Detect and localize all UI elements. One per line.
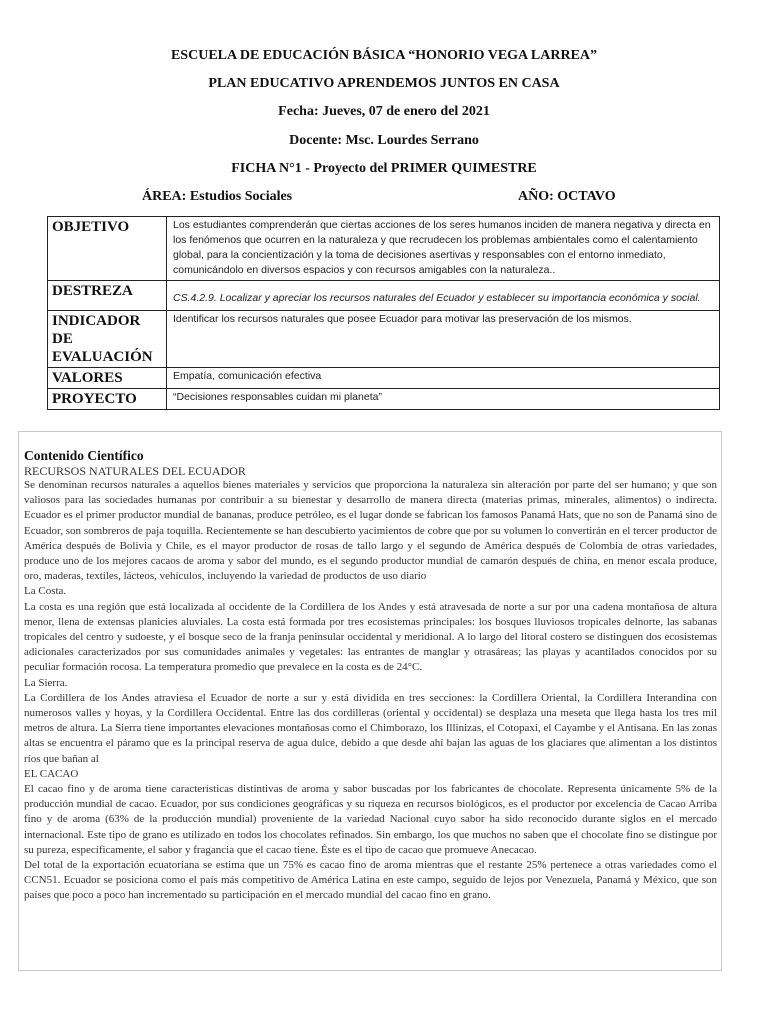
paragraph-cacao: El cacao fino y de aroma tiene características distintivas de aroma y sabor buscadas por los fabricantes de chocolate. Representa únicamente 5% de la producción mundial de cacao. Ecuador, por sus condiciones geográficas y su riqueza en recursos biológicos, es el productor por excelencia de Cacao Arriba fino y de aroma (63% de la producción mundial) proveniente de la variedad Nacional cuyo sabor ha sido reconocido durante siglos en el mercado internacional. Este tipo de grano es utilizado en todos los chocolates refinados. Sin embargo, los que muchos no saben que el chocolate fino se distingue por su pureza, específicamente, el sabor y fragancia que el cacao tiene. Éste es el tipo de cacao que promueve Anecacao.	[24, 783, 717, 856]
indicador-text: Identificar los recursos naturales que posee Ecuador para motivar las preservación de los mismos.	[167, 311, 720, 368]
school-name: ESCUELA DE EDUCACIÓN BÁSICA “HONORIO VEGA LARREA”	[170, 48, 598, 63]
proyecto-label: PROYECTO	[48, 389, 167, 410]
plan-title: PLAN EDUCATIVO APRENDEMOS JUNTOS EN CASA	[208, 76, 560, 91]
indicador-label: INDICADOR DE EVALUACIÓN	[48, 311, 167, 368]
destreza-text: CS.4.2.9. Localizar y apreciar los recursos naturales del Ecuador y establecer su importancia económica y social.	[167, 281, 720, 311]
heading-sierra: La Sierra.	[24, 676, 68, 689]
destreza-row	[48, 281, 720, 311]
proyecto-row	[48, 389, 720, 410]
paragraph-sierra: La Cordillera de los Andes atraviesa el Ecuador de norte a sur y está dividida en tres secciones: la Cordillera Oriental, la Cordillera Interandina con numerosos valles y hoyas, y la Cordillera Occidental. Entre las dos cordilleras (oriental y occidental) se desplaza una meseta que llega hasta los tres mil metros de altura. La Sierra tiene importantes elevaciones montañosas como el Chimborazo, los Illinizas, el Cotopaxi, el Cayambe y el Antisana. En las zonas altas se encuentra el páramo que es la principal reserva de agua dulce, debido a que desde ahí bajan las aguas de los glaciares que alimentan a los distintos ríos que bañan al	[24, 691, 717, 765]
objetivo-text: Los estudiantes comprenderán que ciertas acciones de los seres humanos inciden de manera negativa y directa en los fenómenos que ocurren en la naturaleza y que recrudecen los problemas ambientales como el calentamiento global, para la concientización y la toma de decisiones asertivas y responsables con el entorno inmediato, comunicándolo en diversos espacios y con recursos amigables con la naturaleza..	[167, 217, 720, 281]
proyecto-text: “Decisiones responsables cuidan mi planeta”	[167, 389, 720, 410]
valores-row	[48, 368, 720, 389]
paragraph-resources: Se denominan recursos naturales a aquellos bienes materiales y servicios que proporciona la naturaleza sin alteración por parte del ser humano; y que son valiosos para las sociedades humanas por contribuir a su bienestar y desarrollo de manera directa (materias primas, minerales, alimentos) o indirecta. Ecuador es el primer productor mundial de bananas, produce petróleo, es el lugar donde se fabrican los famosos Panamá Hats, que no son de Panamá sino de Ecuador, son sombreros de paja toquilla. Recientemente se han descubierto yacimientos de cobre que por su volumen lo convertirán en el tercer productor de América después de Bolivia y Chile, es el mayor productor de rosas de tallo largo y el segundo de América después de Colombia de otras variedades, produce uno de los mejores cacaos de aroma y sabor del mundo, es el segundo productor mundial de camarón después de china, en menor escala produce, oro, maderas, textiles, lácteos, vehículos, incluyendo la variedad de productos de uso diario	[24, 479, 717, 583]
indicador-row	[48, 311, 720, 368]
paragraph-costa: La costa es una región que está localizada al occidente de la Cordillera de los Andes y está atravesada de norte a sur por una cadena montañosa de altura menor, llena de extensas planicies aluviales. La costa está formada por tres ecosistemas principales: los bosques lluviosos tropicales delnorte, las sabanas tropicales del centro y sudoeste, y el bosque seco de la franja peninsular occidental y meridional. A lo largo del litoral costero se distinguen dos ecosistemas adicionales caracterizados por sus comunidades animales y vegetales: las entrantes de manglar y otrasáreas; las playas y acantilados conocidos por su peculiar formación rocosa. La temperatura promedio que prevalece en la costa es de 24°C.	[24, 600, 717, 674]
area-label: ÁREA: Estudios Sociales	[142, 189, 293, 204]
scientific-content	[18, 431, 722, 971]
teacher-line: Docente: Msc. Lourdes Serrano	[289, 133, 479, 148]
ficha-line: FICHA N°1 - Proyecto del PRIMER QUIMESTRE	[231, 161, 537, 176]
year-label: AÑO: OCTAVO	[518, 189, 616, 204]
heading-costa: La Costa.	[24, 585, 67, 598]
paragraph-export: Del total de la exportación ecuatoriana se estima que un 75% es cacao fino de aroma mientras que el restante 25% pertenece a otras variedades como el CCN51. Ecuador se posiciona como el país más competitivo de América Latina en este campo, seguido de lejos por Venezuela, Panamá y México, que son países que poco a poco han incrementado su participación en el mercado mundial del cacao fino en grano.	[24, 859, 717, 902]
objetivo-label: OBJETIVO	[48, 217, 167, 281]
content-title: Contenido Científico	[24, 448, 144, 463]
valores-text: Empatía, comunicación efectiva	[167, 368, 720, 389]
valores-label: VALORES	[48, 368, 167, 389]
destreza-label: DESTREZA	[48, 281, 167, 311]
content-subtitle: RECURSOS NATURALES DEL ECUADOR	[24, 464, 246, 478]
heading-cacao: EL CACAO	[24, 767, 79, 780]
info-table	[47, 216, 720, 410]
date-line: Fecha: Jueves, 07 de enero del 2021	[278, 104, 490, 119]
objetivo-row	[48, 217, 720, 281]
